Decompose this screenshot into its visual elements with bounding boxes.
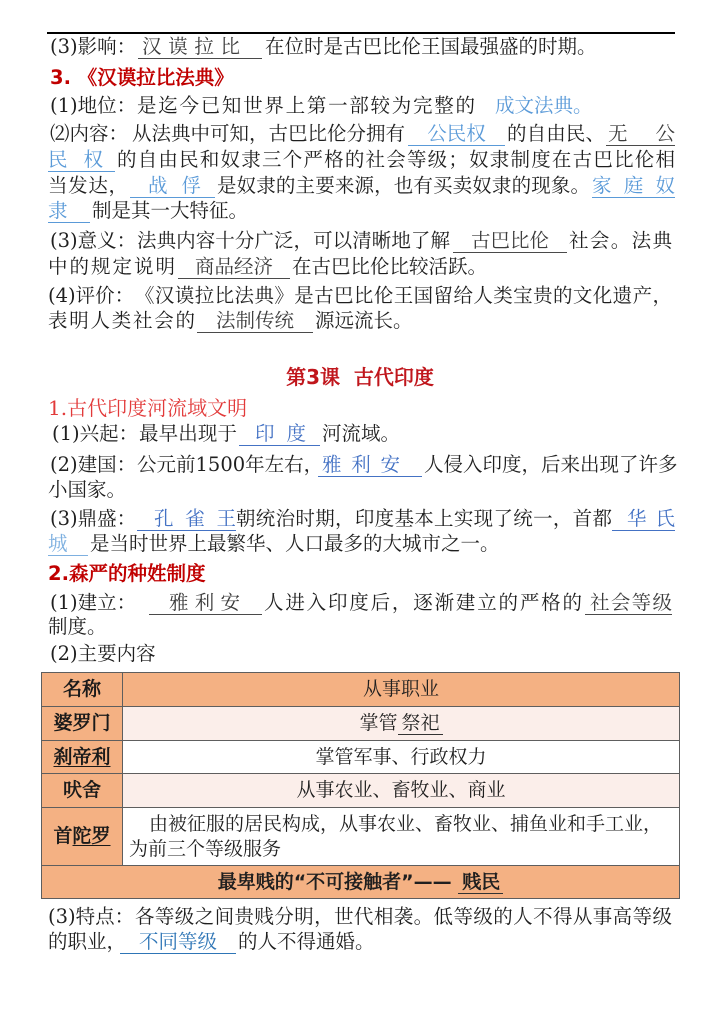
statement-text: 人进入印度后，逐渐建立的严格的 xyxy=(264,591,582,614)
caste-occupation xyxy=(123,808,680,866)
lesson-title-line xyxy=(0,364,720,390)
answer-blank: 公民权 xyxy=(408,121,505,146)
code-heading-line xyxy=(0,65,720,91)
statement-text: 小国家。 xyxy=(48,478,127,501)
header-occupation: 从事职业 xyxy=(123,673,680,707)
occupation-answer: 祭祀 xyxy=(398,712,443,735)
statement-text: 法典内容十分广泛，可以清晰地了解 xyxy=(137,229,450,252)
code-evaluation-line-2 xyxy=(0,308,720,334)
founding-line-2 xyxy=(0,477,720,503)
section-heading: 1.古代印度河流域文明 xyxy=(48,396,248,420)
statement-text: 的自由民和奴隶三个严格的社会等级；奴隶制度在古巴比伦相 xyxy=(117,148,675,171)
answer-blank: 商品经济 xyxy=(178,254,290,279)
statement-text: 人侵入印度，后来出现了许多 xyxy=(424,453,678,476)
answer-blank: 战 俘 xyxy=(130,173,215,198)
founding-line-1 xyxy=(0,452,720,478)
footer-text: 最卑贱的“不可接触者”—— xyxy=(217,870,452,893)
item-label: (3)影响： xyxy=(50,35,137,58)
answer-blank: 雅 利 安 xyxy=(318,452,422,477)
statement-text: 是当时世界上最繁华、人口最多的大城市之一。 xyxy=(90,532,500,555)
peak-line-2 xyxy=(0,531,720,557)
caste-table xyxy=(41,672,680,899)
statement-text: 各等级之间贵贱分明，世代相袭。低等级的人不得从事高等级 xyxy=(135,905,672,928)
section-heading: 2.森严的种姓制度 xyxy=(48,562,206,585)
item-label: (4)评价： xyxy=(48,284,135,307)
answer-blank: 孔 雀 王 xyxy=(137,506,236,531)
statement-text: 在古巴比伦比较活跃。 xyxy=(292,255,488,278)
answer-blank: 雅 利 安 xyxy=(149,590,262,615)
code-content-line-4 xyxy=(0,198,720,224)
statement-text: 表明人类社会的 xyxy=(48,309,195,332)
civilization-heading-line xyxy=(0,395,720,421)
code-status-line xyxy=(0,93,720,119)
caste-occupation: 从事农业、畜牧业、商业 xyxy=(123,774,680,808)
statement-text: 最早出现于 xyxy=(139,422,237,445)
occupation-text: 掌管 xyxy=(359,712,398,734)
statement-text: 制是其一大特征。 xyxy=(92,199,249,222)
answer-blank: 无 公 xyxy=(608,122,675,145)
statement-text: 的人不得通婚。 xyxy=(238,930,375,953)
statement-text: 当发达， xyxy=(48,174,128,197)
babylon-influence-line xyxy=(0,34,720,60)
answer-blank: 华 氏 xyxy=(612,506,675,531)
statement-text: 中的规定说明 xyxy=(48,255,175,278)
establishment-line-1 xyxy=(0,590,720,616)
table-row xyxy=(42,774,680,808)
code-content-line-1 xyxy=(0,121,720,147)
answer-blank: 法制传统 xyxy=(197,308,313,333)
table-row xyxy=(42,707,680,741)
answer-blank: 古巴比伦 xyxy=(453,228,567,253)
occupation-line: 为前三个等级服务 xyxy=(129,837,282,860)
answer-blank: 印 度 xyxy=(239,421,320,446)
lesson-title: 第3课 古代印度 xyxy=(286,365,434,389)
caste-name-underlined: 陀罗 xyxy=(72,825,111,847)
untouchables-cell xyxy=(42,866,680,899)
answer-blank: 民 权 xyxy=(48,147,115,172)
item-label: (3)特点： xyxy=(48,905,135,928)
caste-occupation xyxy=(123,707,680,741)
statement-text: 社会。法典 xyxy=(569,229,672,252)
footer-answer: 贱民 xyxy=(458,871,503,894)
answer-blank: 不同等级 xyxy=(120,929,236,954)
caste-name xyxy=(42,808,123,866)
caste-name: 吠舍 xyxy=(42,774,123,808)
caste-heading-line xyxy=(0,561,720,587)
features-line-1 xyxy=(0,904,720,930)
section-heading: 3. 《汉谟拉比法典》 xyxy=(50,66,234,89)
code-evaluation-line-1 xyxy=(0,283,720,309)
statement-text: 公元前1500年左右， xyxy=(137,453,324,476)
statement-text: 朝统治时期，印度基本上实现了统一，首都 xyxy=(236,507,612,530)
statement-text: 河流域。 xyxy=(322,422,401,445)
code-content-line-2 xyxy=(0,147,720,173)
item-label: (3)意义： xyxy=(50,229,137,252)
rise-line xyxy=(0,421,720,447)
statement-text: 《汉谟拉比法典》是古巴比伦王国留给人类宝贵的文化遗产， xyxy=(135,284,672,307)
table-row xyxy=(42,741,680,774)
header-name: 名称 xyxy=(42,673,123,707)
answer-blank: 隶 xyxy=(48,198,90,223)
answer-blank: 城 xyxy=(48,531,88,556)
establishment-line-2 xyxy=(0,614,720,640)
caste-name-prefix: 首 xyxy=(53,825,73,847)
answer-blank: 汉 谟 拉 比 xyxy=(138,34,262,59)
answer-blank: 家 庭 奴 xyxy=(592,174,675,197)
table-row xyxy=(42,808,680,866)
table-header-row xyxy=(42,673,680,707)
item-label: (1)建立： xyxy=(50,591,137,614)
answer-blank: 社会等级 xyxy=(585,590,672,615)
statement-text: 在位时是古巴比伦王国最强盛的时期。 xyxy=(265,35,597,58)
answer-text: 成文法典。 xyxy=(495,94,593,117)
item-label: (2)建国： xyxy=(50,453,137,476)
statement-text: 是奴隶的主要来源，也有买卖奴隶的现象。 xyxy=(217,174,590,197)
statement-text: 制度。 xyxy=(48,615,107,638)
statement-text: 是迄今已知世界上第一部较为完整的 xyxy=(137,94,475,117)
statement-text: 从法典中可知，古巴比伦分拥有 xyxy=(132,122,406,145)
item-label: (1)地位： xyxy=(50,94,137,117)
item-label: (2)主要内容 xyxy=(50,642,156,665)
main-content-label-line xyxy=(0,641,720,667)
table-footer-row xyxy=(42,866,680,899)
item-label: (1)兴起： xyxy=(52,422,139,445)
features-line-2 xyxy=(0,929,720,955)
statement-text: 的职业， xyxy=(48,930,127,953)
caste-name-text: 刹帝利 xyxy=(53,745,111,768)
caste-occupation: 掌管军事、行政权力 xyxy=(123,741,680,774)
occupation-line: 由被征服的居民构成，从事农业、畜牧业、捕鱼业和手工业， xyxy=(149,812,663,835)
code-significance-line-2 xyxy=(0,254,720,280)
code-significance-line-1 xyxy=(0,228,720,254)
statement-text: 源远流长。 xyxy=(315,309,413,332)
item-label: ⑵内容： xyxy=(50,122,129,145)
peak-line-1 xyxy=(0,506,720,532)
caste-name: 婆罗门 xyxy=(42,707,123,741)
caste-name xyxy=(42,741,123,774)
item-label: (3)鼎盛： xyxy=(50,507,137,530)
code-content-line-3 xyxy=(0,173,720,199)
statement-text: 的自由民、 xyxy=(507,122,605,145)
